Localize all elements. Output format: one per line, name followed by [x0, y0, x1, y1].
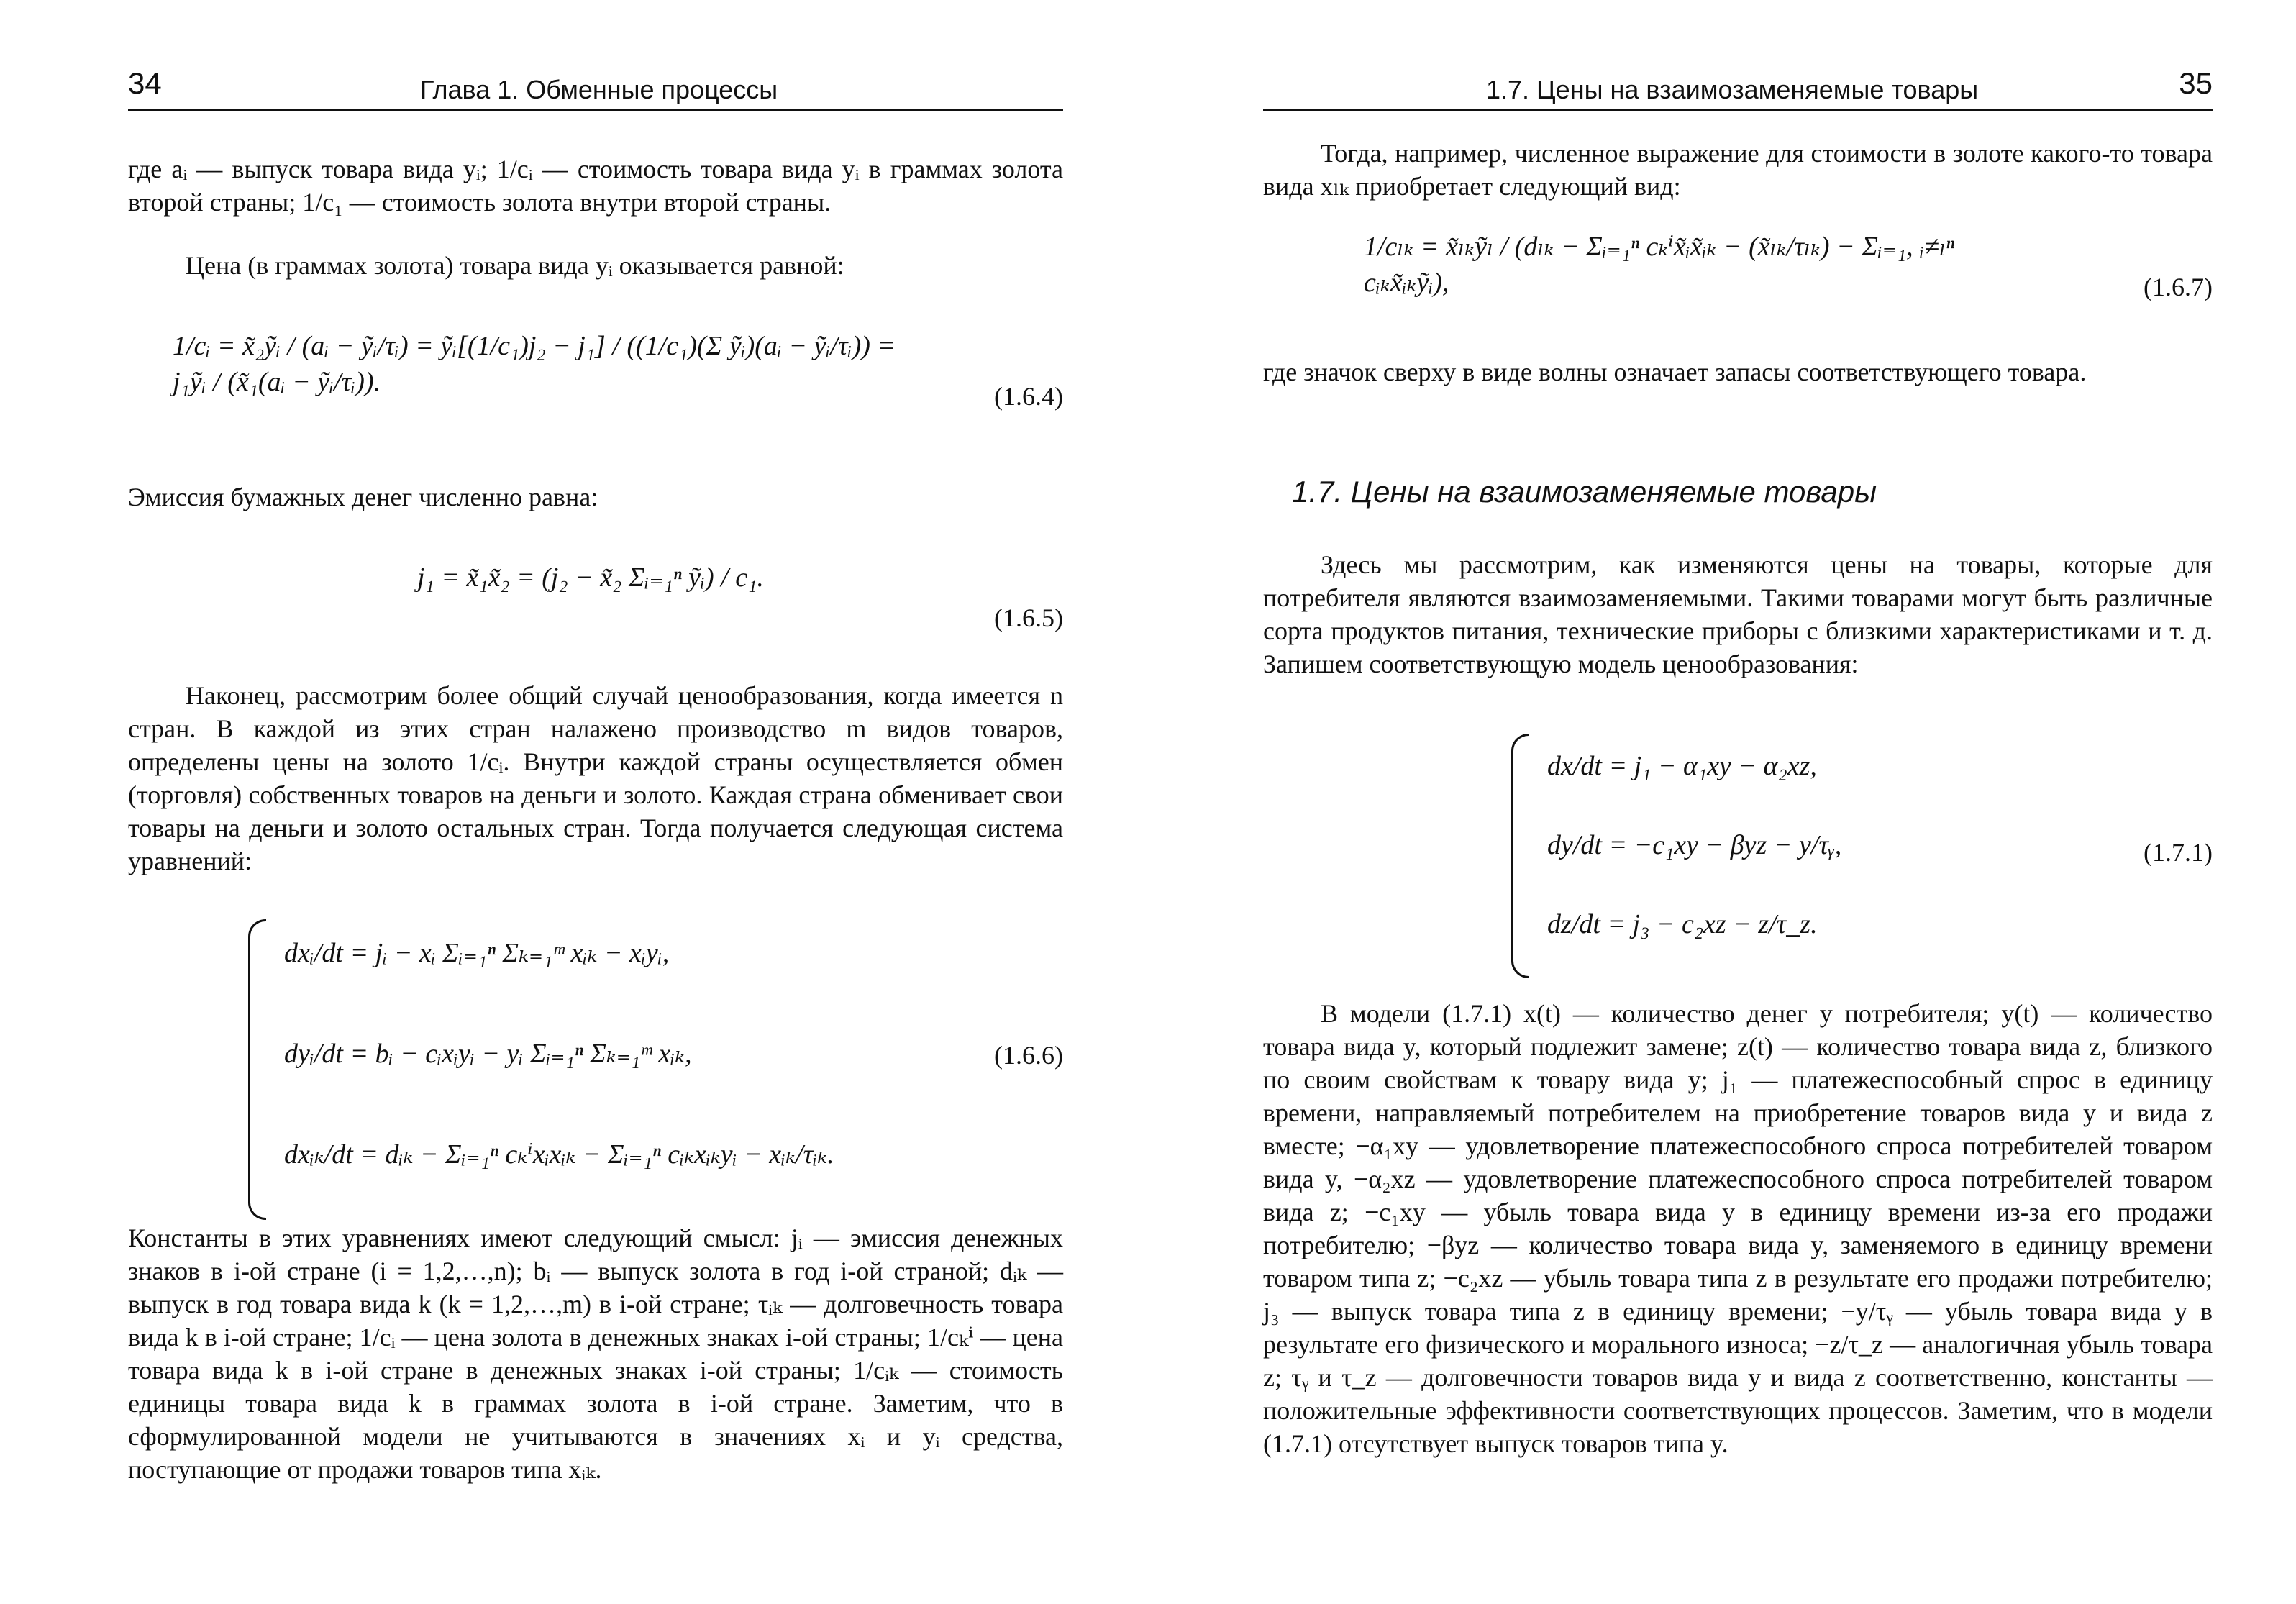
right-para-4: В модели (1.7.1) x(t) — количество денег у потребителя; y(t) — количество товара вида y, который подлежит замене; z(t) — количество товара вида z, близкого по своим свойствам к товару вида y; j₁ — платежеспособный спрос в единицу времени, направляемый потребителем на приобретение товаров вида y и вида z вместе; −α₁xy — удовлетворение платежеспособного спроса потребителей товаром вида y, −α₂xz — удовлетворение платежеспособного спроса потребителей товаром вида z; −c₁xy — убыль товара вида y в единицу времени из-за его продажи потребителю; −βyz — количество товара вида y, заменяемого в единицу времени товаром типа z; −c₂xz — убыль товара типа z в результате его продажи потребителю; j₃ — выпуск товара типа z в единицу времени; −y/τᵧ — убыль товара вида y в результате его физического и морального износа; −z/τ_z — аналогичная убыль товара z; τᵧ и τ_z — долговечности товаров вида y и вида z соответственно, константы — положительные эффективности соответствующих процессов. Заметим, что в модели (1.7.1) отсутствует выпуск товаров типа y. [1263, 999, 2213, 1458]
left-para-2: Цена (в граммах золота) товара вида yᵢ оказывается равной: [186, 251, 844, 280]
right-page-number: 35 [2179, 66, 2213, 100]
equation-number-1-6-4: (1.6.4) [994, 382, 1063, 411]
left-running-head: Глава 1. Обменные процессы [420, 75, 778, 104]
equation-1-7-1-line-1: dx/dt = j₁ − α₁xy − α₂xz, [1547, 751, 1817, 781]
equation-1-6-5: j₁ = x̃₁x̃₂ = (j₂ − x̃₂ Σᵢ₌₁ⁿ ỹᵢ) / c₁. [417, 562, 764, 593]
right-page [1148, 0, 2296, 1604]
left-page-number: 34 [128, 66, 162, 100]
equation-number-1-6-5: (1.6.5) [994, 603, 1063, 632]
left-para-4: Наконец, рассмотрим более общий случай ценообразования, когда имеется n стран. В каждой из этих стран налажено производство m видов товаров, определены цены на золото 1/cᵢ. Внутри каждой страны осуществляется обмен (торговля) собственных товаров на деньги и золото. Каждая страна обменивает свои товары на деньги и золото остальных стран. Тогда получается следующая система уравнений: [128, 681, 1063, 875]
equation-1-6-6-line-3: dxᵢₖ/dt = dᵢₖ − Σᵢ₌₁ⁿ cₖⁱxᵢxᵢₖ − Σᵢ₌₁ⁿ cᵢₖxᵢₖyᵢ − xᵢₖ/τᵢₖ. [284, 1139, 834, 1170]
equation-1-6-6-line-2: dyᵢ/dt = bᵢ − cᵢxᵢyᵢ − yᵢ Σᵢ₌₁ⁿ Σₖ₌₁ᵐ xᵢₖ, [284, 1039, 692, 1069]
system-brace-1-7-1 [1511, 734, 1529, 978]
right-page-header [1263, 66, 2213, 111]
section-title: 1.7. Цены на взаимозаменяемые товары [1292, 475, 1877, 509]
equation-1-7-1-line-3: dz/dt = j₃ − c₂xz − z/τ_z. [1547, 909, 1818, 939]
system-brace-1-6-6 [248, 919, 266, 1220]
left-para-5: Константы в этих уравнениях имеют следующий смысл: jᵢ — эмиссия денежных знаков в i-ой стране (i = 1,2,…,n); bᵢ — выпуск золота в год i-ой страной; dᵢₖ — выпуск в год товара вида k (k = 1,2,…,m) в i-ой стране; τᵢₖ — долговечность товара вида k в i-ой стране; 1/cᵢ — цена золота в денежных знаках i-ой страны; 1/cₖⁱ — цена товара вида k в i-ой стране в денежных знаках i-ой страны; 1/cᵢₖ — стоимость единицы товара вида k в граммах золота в i-ой стране. Заметим, что в сформулированной модели не учитываются в значениях xᵢ и yᵢ средства, поступающие от продажи товаров типа xᵢₖ. [128, 1223, 1063, 1484]
right-para-3: Здесь мы рассмотрим, как изменяются цены на товары, которые для потребителя являются взаимозаменяемыми. Такими товарами могут быть различные сорта продуктов питания, технические приборы с близкими характеристиками и т. д. Запишем соответствующую модель ценообразования: [1263, 550, 2213, 678]
equation-number-1-6-6: (1.6.6) [994, 1041, 1063, 1070]
equation-1-6-7: 1/cₗₖ = x̃ₗₖỹₗ / (dₗₖ − Σᵢ₌₁ⁿ cₖⁱx̃ᵢx̃ᵢₖ − (x̃ₗₖ/τₗₖ) − Σᵢ₌₁, ᵢ≠ₗⁿ cᵢₖx̃ᵢₖỹᵢ), [1364, 232, 1955, 298]
right-running-head: 1.7. Цены на взаимозаменяемые товары [1486, 75, 1979, 104]
equation-1-7-1-line-2: dy/dt = −c₁xy − βyz − y/τᵧ, [1547, 830, 1842, 860]
left-para-1: где aᵢ — выпуск товара вида yᵢ; 1/cᵢ — стоимость товара вида yᵢ в граммах золота второй страны; 1/c₁ — стоимость золота внутри второй страны. [128, 155, 1063, 217]
left-page-header [128, 66, 1063, 111]
right-para-2: где значок сверху в виде волны означает запасы соответствующего товара. [1263, 357, 2087, 386]
equation-1-6-6-line-1: dxᵢ/dt = jᵢ − xᵢ Σᵢ₌₁ⁿ Σₖ₌₁ᵐ xᵢₖ − xᵢyᵢ, [284, 938, 670, 968]
left-para-3: Эмиссия бумажных денег численно равна: [128, 483, 598, 511]
equation-number-1-7-1: (1.7.1) [2144, 838, 2213, 867]
right-para-1: Тогда, например, численное выражение для стоимости в золоте какого-то товара вида xₗₖ приобретает следующий вид: [1263, 139, 2213, 201]
equation-number-1-6-7: (1.6.7) [2144, 273, 2213, 301]
equation-1-6-4: 1/cᵢ = x̃₂ỹᵢ / (aᵢ − ỹᵢ/τᵢ) = ỹᵢ[(1/c₁)j₂ − j₁] / ((1/c₁)(Σ ỹᵢ)(aᵢ − ỹᵢ/τᵢ)) = j₁ỹᵢ / (x̃₁(aᵢ − ỹᵢ/τᵢ)). [173, 331, 896, 397]
